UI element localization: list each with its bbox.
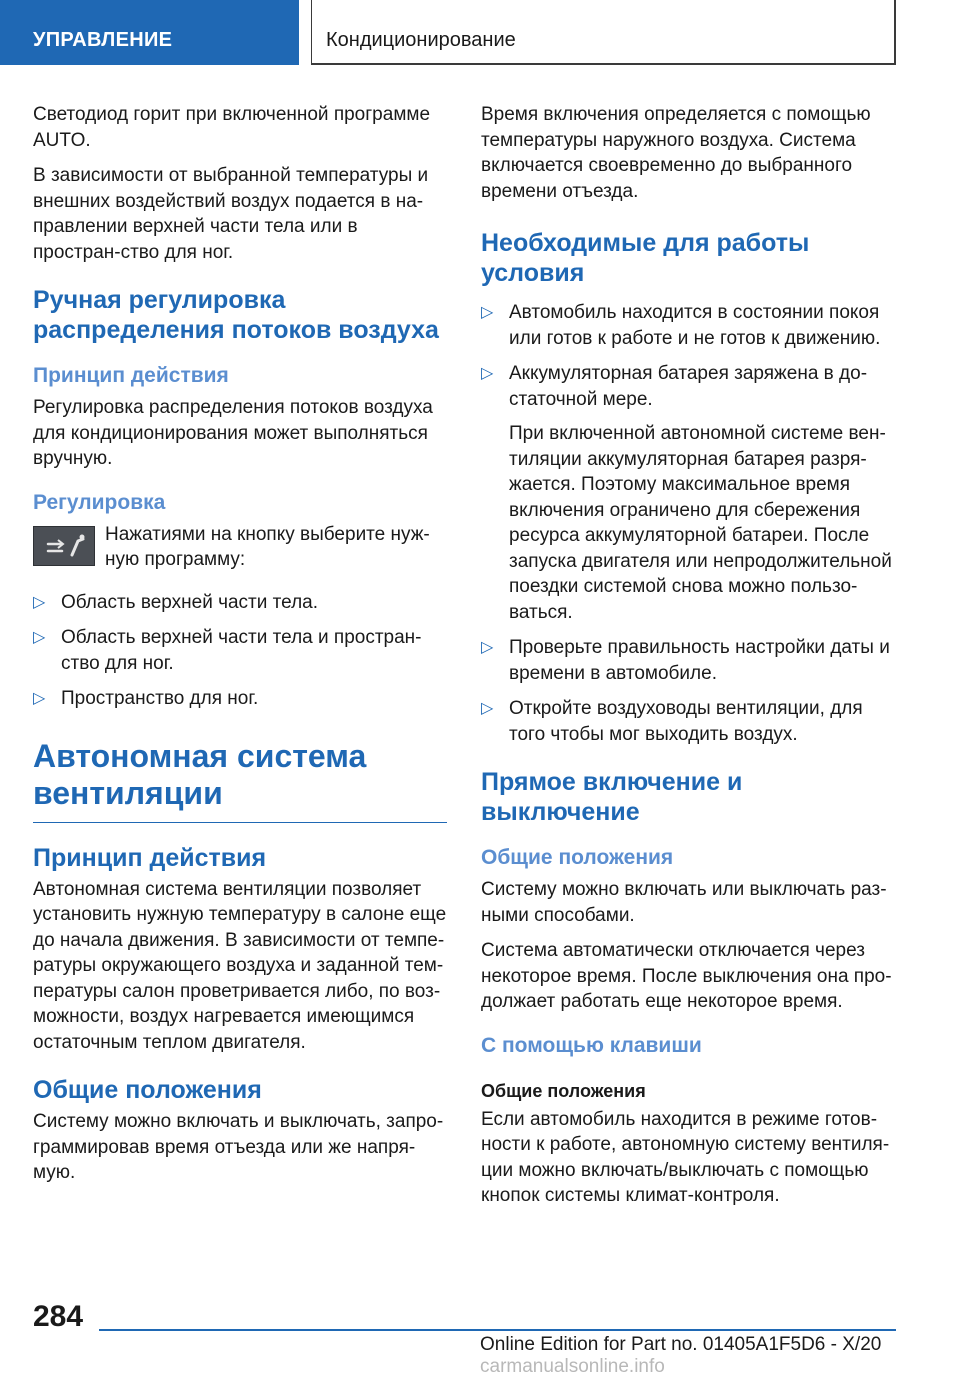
battery-note: При включенной автономной системе вен-тиляции аккумуляторная батарея разря-жается. Поэтому максимальное время включения ограничено для сбережения ресурса аккумуляторной батареи. После запуска двигателя или непродолжительной поездки системой снова можно пользо-ваться. [509,423,892,623]
watermark: carmanualsonline.info [480,1356,665,1377]
list-item: ▷ Автомобиль находится в состоянии покоя или готов к работе и не готов к движению. [481,302,881,349]
paragraph-button-use: Если автомобиль находится в режиме готов-ности к работе, автономную систему вентиля-ции можно включать/выключать с помощью кнопок системы климат-контроля. [481,1108,890,1206]
heading-conditions: Необходимые для работы условия [481,229,810,287]
paragraph-switch-modes: Систему можно включать и выключать, запро-граммировав время отъезда или же напря-мую. [33,1111,444,1183]
list-item: ▷ Пространство для ног. [33,686,447,712]
heading-general-small: Общие положения [481,1080,646,1101]
header-chapter-box [311,0,896,65]
paragraph-autonomous-principle: Автономная система вентиляции позволяет установить нужную температуру в салоне еще до начала движения. В зависимости от темпе-ратуры окружающего воздуха и заданной тем-пературы салон проветривается либо, по воз-можности, воздух нагревается имеющимся остаточным теплом двигателя. [33,878,447,1053]
paragraph-auto-off: Система автоматически отключается через некоторое время. После выключения она про-должает работать еще некоторое время. [481,940,892,1012]
airflow-upper-body-icon [33,526,95,566]
heading-autonomous-ventilation: Автономная система вентиляции [33,738,447,823]
page-number: 284 [33,1300,84,1333]
header-section-tab [0,0,299,65]
paragraph-press-button: Нажатиями на кнопку выберите нуж-ную программу: [105,523,430,570]
triangle-bullet-icon: ▷ [33,593,46,611]
triangle-bullet-icon: ▷ [481,639,494,656]
right-column [481,102,899,1219]
header-section-title: УПРАВЛЕНИЕ [33,29,173,51]
heading-direct-switch: Прямое включение и выключение [481,768,743,826]
triangle-bullet-icon: ▷ [33,629,46,646]
triangle-bullet-icon: ▷ [481,304,494,321]
paragraph-switch-ways: Систему можно включать или выключать раз-ными способами. [481,879,887,926]
heading-principle: Принцип действия [33,843,267,872]
list-item: ▷ Откройте воздуховоды вентиляции, для того чтобы мог выходить воздух. [481,698,863,745]
list-item: ▷ Проверьте правильность настройки даты и времени в автомобиле. [481,637,890,684]
heading-manual-distribution: Ручная регулировка распределения потоков воздуха [33,286,439,344]
footer-edition [480,1334,960,1378]
left-column [33,102,447,1196]
list-item: ▷ Область верхней части тела. [33,590,447,616]
paragraph-manual-principle: Регулировка распределения потоков воздуха для кондиционирования может выполняться вручную. [33,397,433,469]
list-item: ▷ Аккумуляторная батарея заряжена в до-статочной мере. При включенной автономной системе вен-тиляции аккумуляторная батарея разря-жается. Поэтому максимальное время включения ограничено для сбережения ресурса аккумуляторной батареи. После запуска двигателя или непродолжительной поездки системой снова можно пользо-ваться. [481,361,899,625]
triangle-bullet-icon: ▷ [481,365,494,382]
header-chapter-title: Кондиционирование [326,29,516,51]
footer-edition-text: Online Edition for Part no. 01405A1F5D6 - X/20 [480,1334,882,1355]
button-instruction [33,522,447,578]
paragraph-led-auto: Светодиод горит при включенной программе AUTO. [33,104,431,151]
program-list [33,590,447,712]
heading-adjustment: Регулировка [33,490,166,514]
heading-principle: Принцип действия [33,364,229,387]
paragraph-auto-distribution: В зависимости от выбранной температуры и внешних воздействий воздух подается в на-правлении верхней части тела или в простран-ство для ног. [33,165,429,263]
heading-with-button: С помощью клавиши [481,1033,702,1057]
list-item: ▷ Область верхней части тела и простран-ство для ног. [33,627,422,674]
conditions-list [481,300,899,747]
triangle-bullet-icon: ▷ [33,690,46,707]
heading-general: Общие положения [33,1076,262,1104]
heading-general: Общие положения [481,846,674,869]
triangle-bullet-icon: ▷ [481,700,494,717]
footer-divider [99,1329,896,1331]
paragraph-switch-on-time: Время включения определяется с помощью температуры наружного воздуха. Система включается своевременно до выбранного времени отъезда. [481,104,871,202]
